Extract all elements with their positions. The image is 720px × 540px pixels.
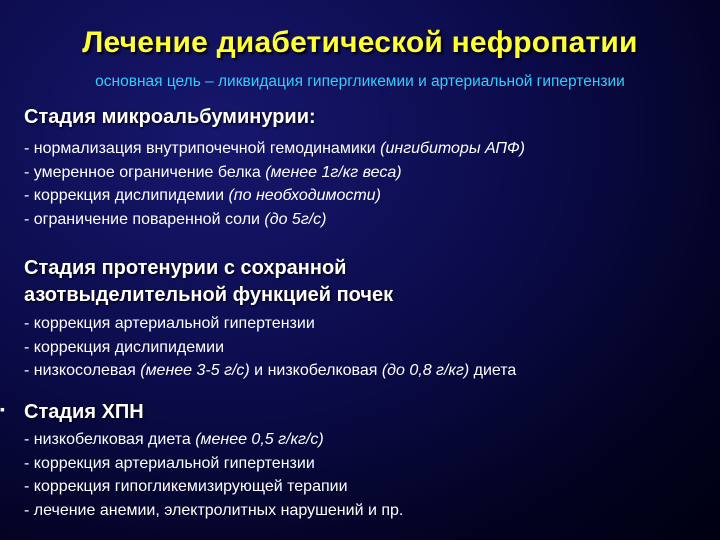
section-ckd <box>0 399 704 522</box>
list-item <box>24 208 704 232</box>
item-text: - коррекция артериальной гипертензии <box>24 454 315 472</box>
section-items <box>24 428 704 522</box>
list-item <box>24 499 704 523</box>
list-item <box>24 359 704 383</box>
item-text: - коррекция дислипидемии <box>24 338 225 356</box>
list-item <box>24 161 704 185</box>
section-heading: Стадия ХПН <box>24 401 144 423</box>
section-items <box>24 312 704 383</box>
list-item <box>24 452 704 476</box>
item-text: - лечение анемии, электролитных нарушений и пр. <box>24 501 404 519</box>
item-tail: и низкобелковая <box>249 362 382 379</box>
list-item <box>24 312 704 336</box>
list-item <box>24 137 704 161</box>
item-text: - низкосолевая <box>24 362 141 379</box>
list-item <box>24 428 704 452</box>
item-text: - коррекция гипогликемизирующей терапии <box>24 478 348 495</box>
list-item <box>24 336 704 360</box>
slide-subtitle: основная цель – ликвидация гипергликемии и артериальной гипертензии <box>95 73 625 90</box>
item-note: (ингибиторы АПФ) <box>380 140 525 157</box>
section-heading: Стадия микроальбуминурии: <box>24 106 316 128</box>
item-note: (до 5г/с) <box>264 210 327 228</box>
section-heading-line1: Стадия протенурии с сохранной <box>24 257 347 279</box>
section-microalbuminuria <box>24 104 704 231</box>
item-text: - ограничение поваренной соли <box>24 210 265 228</box>
list-item <box>24 184 704 208</box>
item-note: (менее 0,5 г/кг/с) <box>195 431 324 448</box>
section-proteinuria <box>24 255 704 383</box>
item-note: (до 0,8 г/кг) <box>381 362 470 379</box>
list-item <box>24 475 704 499</box>
section-items <box>24 137 704 231</box>
section-heading-line2: азотвыделительной функцией почек <box>24 284 394 306</box>
item-text: - умеренное ограничение белка <box>24 163 266 181</box>
item-note: (менее 3-5 г/с) <box>140 362 250 379</box>
bullet-marker: ▪ <box>0 401 5 417</box>
item-text: - коррекция дислипидемии <box>24 187 229 204</box>
item-text: - низкобелковая диета <box>24 431 196 448</box>
item-text: - нормализация внутрипочечной гемодинамики <box>24 140 381 157</box>
item-text: - коррекция артериальной гипертензии <box>24 315 315 332</box>
item-tail: диета <box>469 362 517 379</box>
item-note: (менее 1г/кг веса) <box>265 163 402 181</box>
slide-title: Лечение диабетической нефропатии <box>82 26 638 59</box>
item-note: (по необходимости) <box>228 187 381 204</box>
